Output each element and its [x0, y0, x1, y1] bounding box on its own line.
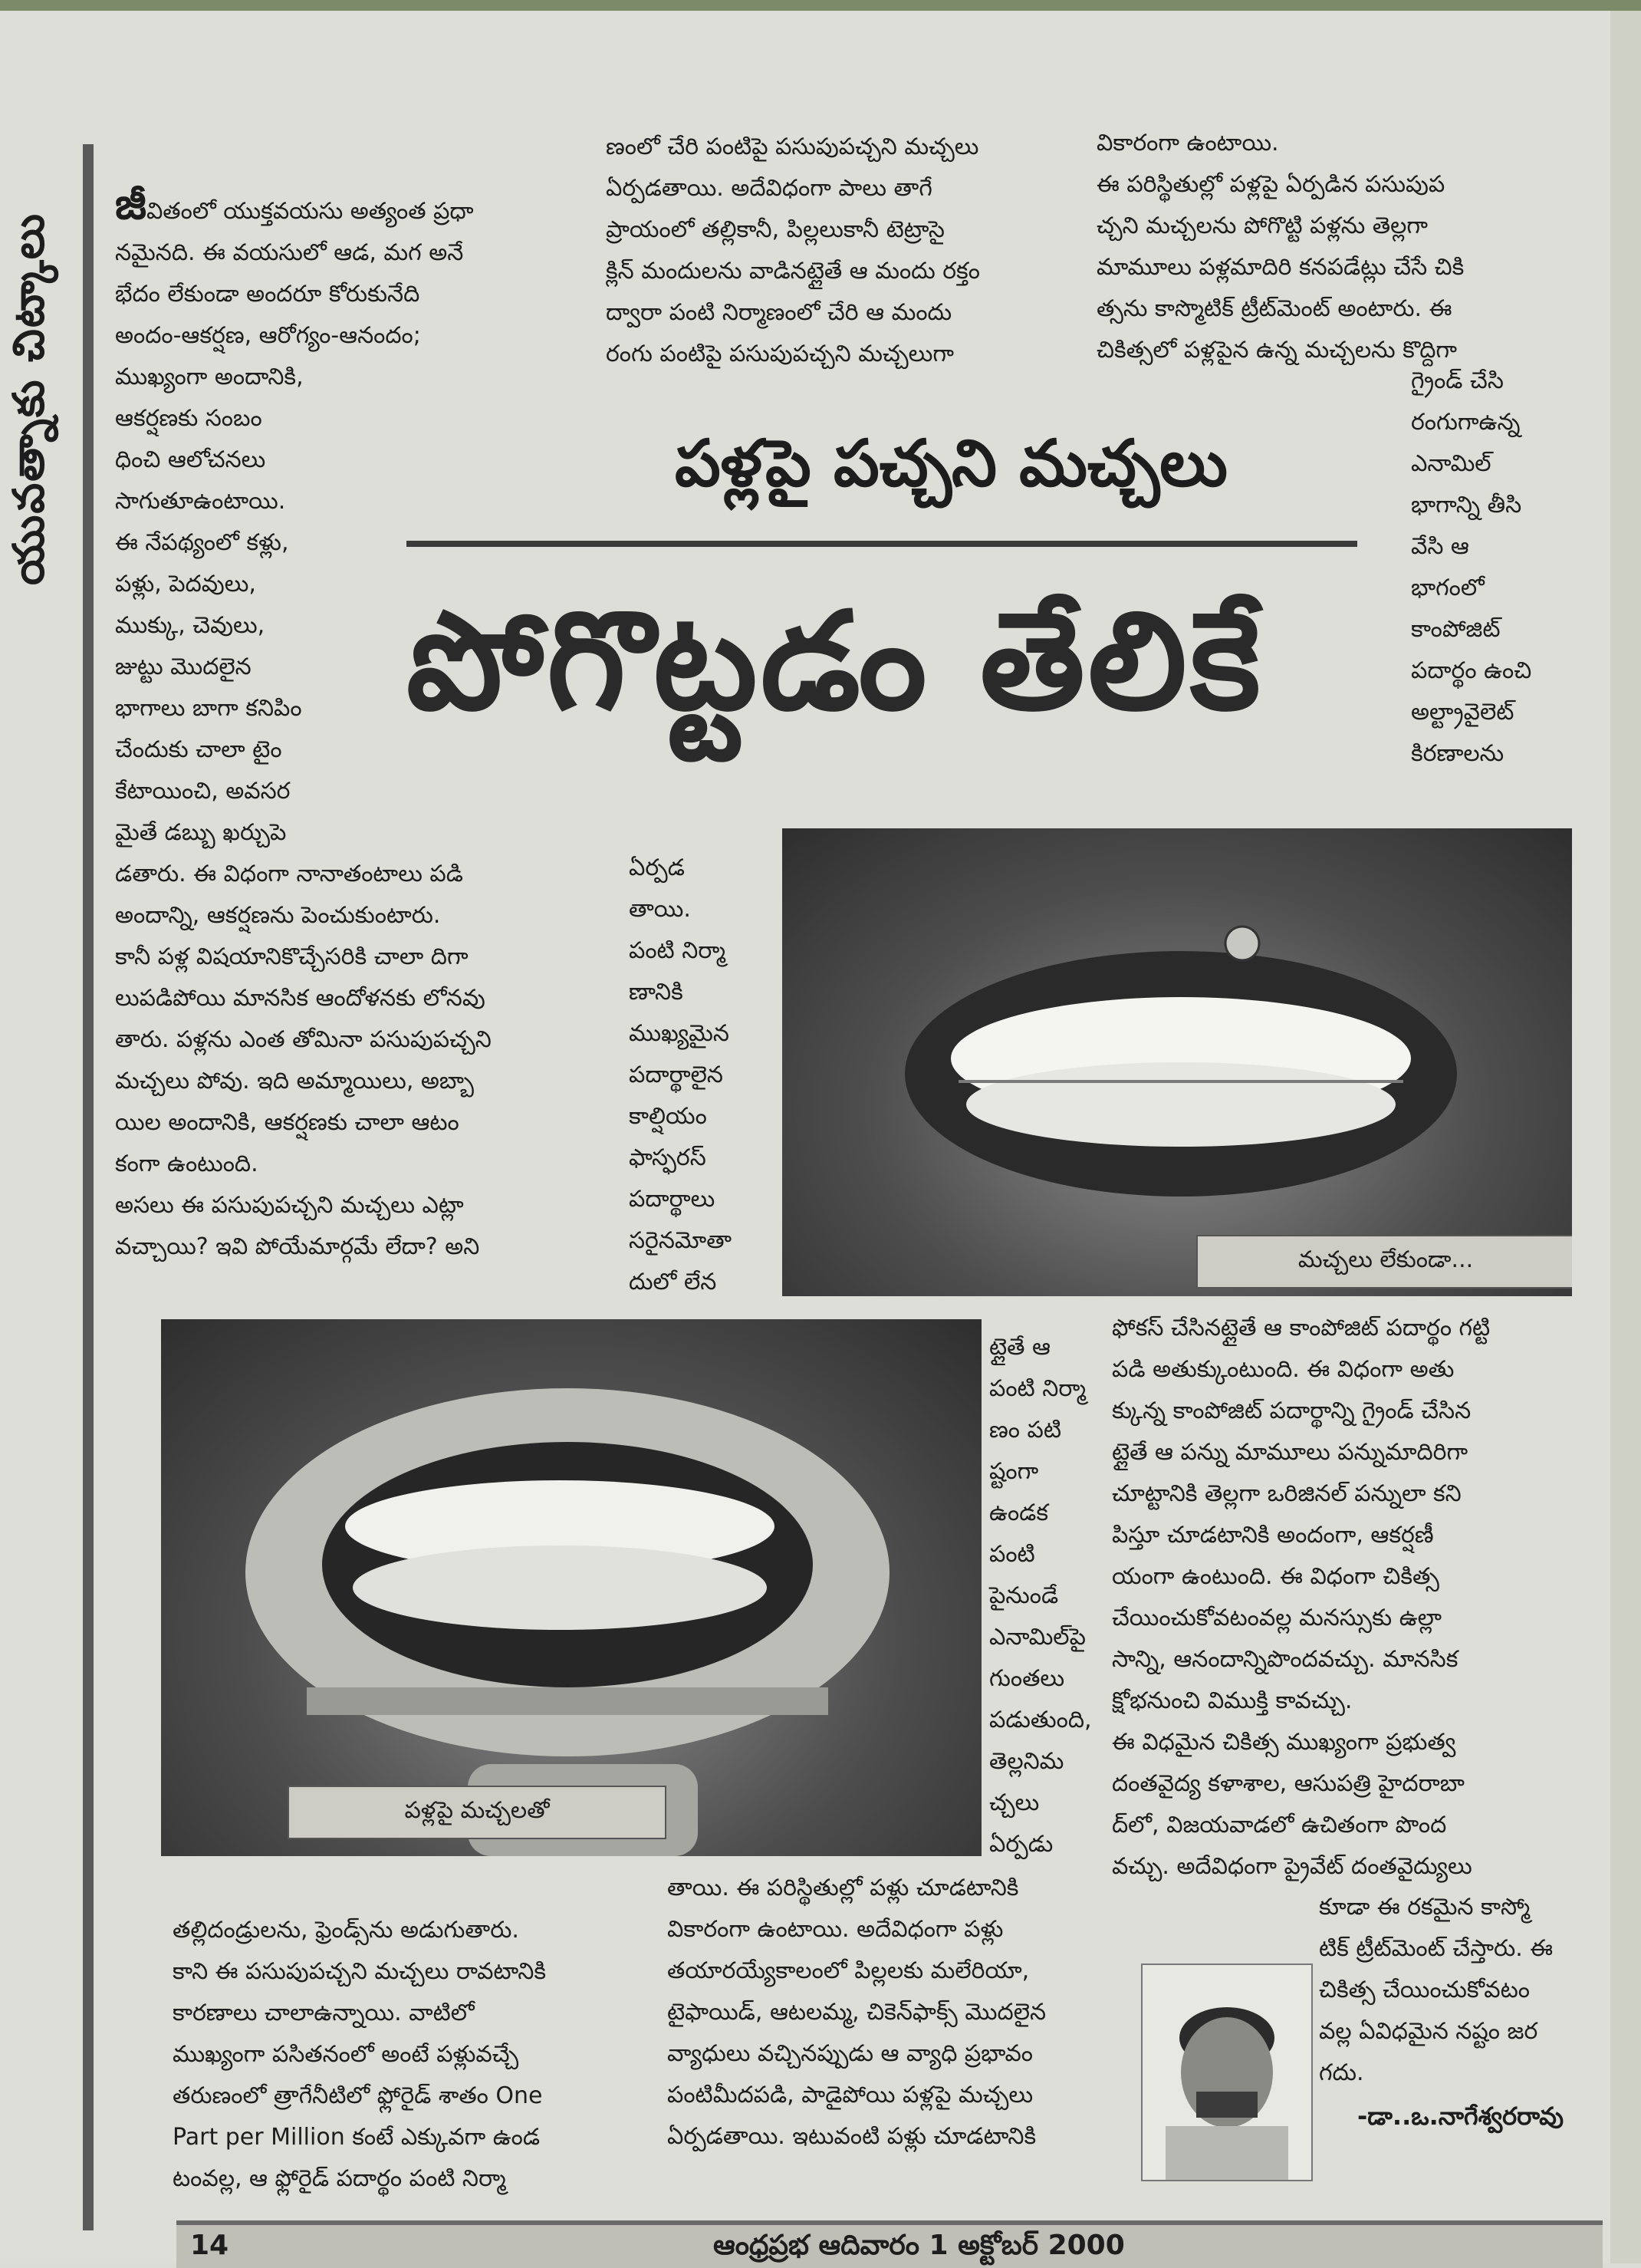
- line-text: తారు. పళ్లను ఎంత తోమినా పసుపుపచ్చని: [115, 1026, 492, 1053]
- text-line: పడి అతుక్కుంటుంది. ఈ విధంగా అతు: [1112, 1356, 1455, 1383]
- line-text: వచ్చాయి? ఇవి పోయేమార్గమే లేదా? అని: [115, 1233, 480, 1260]
- line-text: భేదం లేకుండా అందరూ కోరుకునేది: [115, 281, 420, 308]
- text-line: క్లిన్ మందులను వాడినట్లైతే ఆ మందు రక్తం: [606, 258, 980, 285]
- byline: -డా..ఒ.నాగేశ్వరరావు: [1357, 2102, 1564, 2131]
- text-line: క్షోభనుంచి విముక్తి కావచ్చు.: [1112, 1687, 1353, 1714]
- text-line: త్సను కాస్మొటిక్ ట్రీట్‌మెంట్ అంటారు. ఈ: [1097, 295, 1452, 322]
- text-line: ఈ పరిస్థితుల్లో పళ్లపై ఏర్పడిన పసుపుప: [1097, 171, 1445, 198]
- text-line: సాన్ని, ఆనందాన్నిపొందవచ్చు. మానసిక: [1112, 1646, 1458, 1673]
- headline-main: పోగొట్టడం తేలికే: [406, 583, 1264, 740]
- line-text: చేందుకు చాలా టైం: [115, 736, 282, 763]
- line-text: నమైనది. ఈ వయసులో ఆడ, మగ అనే: [115, 239, 464, 266]
- text-line: యంగా ఉంటుంది. ఈ విధంగా చికిత్స: [1112, 1563, 1439, 1590]
- text-line: పదార్థాలు: [629, 1186, 715, 1213]
- text-line: టిక్ ట్రీట్‌మెంట్ చేస్తారు. ఈ: [1319, 1935, 1554, 1962]
- line-text: ముఖ్యంగా అందానికి,: [115, 364, 304, 390]
- text-line: ఈ విధమైన చికిత్స ముఖ్యంగా ప్రభుత్వ: [1112, 1729, 1456, 1756]
- drop-cap: జీ: [115, 179, 146, 229]
- text-line: పంటి నిర్మా: [629, 937, 726, 964]
- headline-kicker: పళ్లపై పచ్చని మచ్చలు: [675, 426, 1228, 501]
- text-line: ప్రాయంలో తల్లికానీ, పిల్లలుకానీ టెట్రాసై: [606, 216, 945, 243]
- column-3-bottom: [1112, 1308, 1603, 1888]
- text-line: దంతవైద్య కళాశాల, ఆసుపత్రి హైదరాబా: [1112, 1770, 1465, 1797]
- text-line: ఎనామిల్: [1411, 450, 1491, 477]
- text-line: [115, 936, 621, 978]
- text-line: ఏర్పడు: [989, 1831, 1054, 1858]
- text-line: పడుతుంది,: [989, 1707, 1092, 1733]
- text-line: వికారంగా ఉంటాయి.: [1097, 130, 1279, 156]
- text-line: [115, 1226, 621, 1268]
- text-line: ణంలో చేరి పంటిపై పసుపుపచ్చని మచ్చలు: [606, 133, 979, 160]
- column-mid-narrow: [629, 848, 782, 1303]
- text-line: పైనుండే: [989, 1582, 1059, 1609]
- text-line: చూట్టానికి తెల్లగా ఒరిజినల్ పన్నులా కని: [1112, 1480, 1462, 1507]
- text-line: సరైనమోతా: [629, 1227, 732, 1254]
- line-text: జుట్టు మొదలైన: [115, 653, 252, 680]
- text-line: పంటి నిర్మా: [989, 1375, 1087, 1402]
- text-line: తయారయ్యేకాలంలో పిల్లలకు మలేరియా,: [667, 1957, 1030, 1984]
- author-portrait-art: [1143, 1965, 1311, 2180]
- line-text: సాగుతూఉంటాయి.: [115, 488, 286, 515]
- author-portrait: [1141, 1964, 1313, 2181]
- line-text: పళ్లు, పెదవులు,: [115, 571, 256, 597]
- photo-teeth-clean: [782, 828, 1572, 1296]
- line-text: అసలు ఈ పసుపుపచ్చని మచ్చలు ఎట్లా: [115, 1192, 464, 1219]
- line-text: కానీ పళ్ల విషయానికొచ్చేసరికి చాలా దిగా: [115, 943, 469, 970]
- line-text: కేటాయించి, అవసర: [115, 778, 291, 805]
- line-text: డతారు. ఈ విధంగా నానాతంటాలు పడి: [115, 861, 463, 887]
- text-line: [115, 978, 621, 1019]
- text-line: తల్లిదండ్రులను, ఫ్రెండ్స్‌ను అడుగుతారు.: [173, 1917, 519, 1944]
- dateline: ఆంధ్రప్రభ ఆదివారం 1 అక్టోబర్ 2000: [713, 2230, 1125, 2261]
- text-line: తరుణంలో త్రాగేనీటిలో ఫ్లోరైడ్ శాతం One: [173, 2082, 543, 2109]
- text-line: ఫాస్ఫరస్: [629, 1144, 706, 1171]
- text-line: కూడా ఈ రకమైన కాస్మో: [1319, 1894, 1531, 1921]
- section-label: [0, 130, 69, 667]
- text-line: [115, 232, 621, 274]
- text-line: కాని ఈ పసుపుపచ్చని మచ్చలు రావటానికి: [173, 1958, 547, 1985]
- headline-rule: [406, 541, 1357, 547]
- line-text: ఆకర్షణకు సంబం: [115, 405, 262, 432]
- text-line: పదార్థాలైన: [629, 1062, 723, 1088]
- text-line: చేయించుకోవటంవల్ల మనస్సుకు ఉల్లా: [1112, 1605, 1442, 1631]
- text-line: వచ్చు. అదేవిధంగా ప్రైవేట్ దంతవైద్యులు: [1112, 1853, 1472, 1880]
- text-line: ఫోకస్ చేసినట్లైతే ఆ కాంపోజిట్ పదార్థం గట్టి: [1112, 1315, 1491, 1341]
- page-edge: [1610, 0, 1641, 2263]
- text-line: పంటి: [989, 1541, 1035, 1568]
- text-line: మామూలు పళ్లమాదిరి కనపడేట్లు చేసే చికి: [1097, 254, 1465, 281]
- line-text: మచ్చలు పోవు. ఇది అమ్మాయిలు, అబ్బా: [115, 1068, 475, 1094]
- text-line: కాల్షియం: [629, 1103, 707, 1130]
- text-line: [115, 398, 621, 439]
- text-line: తెల్లనిమ: [989, 1748, 1064, 1775]
- column-3-top: [1097, 123, 1557, 371]
- text-line: ఏర్పడతాయి. ఇటువంటి పళ్లు చూడటానికి: [667, 2123, 1037, 2150]
- text-line: అల్ట్రావైలెట్: [1411, 699, 1514, 726]
- text-line: కిరణాలను: [1411, 740, 1505, 767]
- text-line: భాగాన్ని తీసి: [1411, 492, 1522, 518]
- text-line: [115, 439, 621, 481]
- text-line: వ్యాధులు వచ్చినప్పుడు ఆ వ్యాధి ప్రభావం: [667, 2040, 1034, 2067]
- text-line: [115, 854, 621, 895]
- line-text: ముక్కు, చెవులు,: [115, 612, 265, 639]
- text-line: ఏర్పడ: [629, 854, 685, 881]
- text-line: [115, 1019, 621, 1061]
- text-line: చ్చలు: [989, 1789, 1040, 1816]
- text-line: కారణాలు చాలాఉన్నాయి. వాటిలో: [173, 2000, 475, 2026]
- line-text: యిల అందానికి, ఆకర్షణకు చాలా ఆటం: [115, 1109, 459, 1136]
- text-line: చికిత్సలో పళ్లపైన ఉన్న మచ్చలను కొద్దిగా: [1097, 337, 1458, 364]
- vertical-rule: [83, 144, 94, 2230]
- text-line: వికారంగా ఉంటాయి. అదేవిధంగా పళ్లు: [667, 1916, 1004, 1943]
- photo-teeth-stained: [161, 1319, 982, 1856]
- text-line: [115, 179, 621, 232]
- column-1-bottom: [173, 1910, 648, 2200]
- line-text: అందాన్ని, ఆకర్షణను పెంచుకుంటారు.: [115, 902, 441, 929]
- text-line: ట్లైతే ఆ: [989, 1334, 1051, 1361]
- line-text: భాగాలు బాగా కనిపిం: [115, 695, 302, 722]
- text-line: కాంపోజిట్: [1411, 616, 1501, 643]
- text-line: ముఖ్యమైన: [629, 1020, 729, 1047]
- text-line: రంగుగాఉన్న: [1411, 409, 1521, 436]
- text-line: క్కున్న కాంపోజిట్ పదార్థాన్ని గ్రైండ్ చేసిన: [1112, 1397, 1472, 1424]
- text-line: గ్రైండ్ చేసి: [1411, 367, 1504, 394]
- text-line: ణం పటి: [989, 1417, 1062, 1443]
- text-line: ద్‌లో, విజయవాడలో ఉచితంగా పొంద: [1112, 1812, 1447, 1838]
- text-line: వల్ల ఏవిధమైన నష్టం జర: [1319, 2018, 1538, 2045]
- text-line: [115, 1144, 621, 1185]
- top-strip: [0, 0, 1641, 11]
- line-text: లుపడిపోయి మానసిక ఆందోళనకు లోనవు: [115, 985, 485, 1012]
- line-text: మైతే డబ్బు ఖర్చుపె: [115, 819, 287, 846]
- text-line: టైఫాయిడ్, ఆటలమ్మ, చికెన్‌ఫాక్స్ మొదలైన: [667, 1999, 1047, 2026]
- text-line: ఏర్పడతాయి. అదేవిధంగా పాలు తాగే: [606, 175, 932, 202]
- photo-teeth-clean-art: [782, 828, 1572, 1296]
- text-line: వేసి ఆ: [1411, 533, 1469, 560]
- text-line: ట్లైతే ఆ పన్ను మామూలు పన్నుమాదిరిగా: [1112, 1439, 1468, 1466]
- text-line: రంగు పంటిపై పసుపుపచ్చని మచ్చలుగా: [606, 341, 954, 367]
- text-line: పదార్థం ఉంచి: [1411, 657, 1532, 684]
- text-line: ష్టంగా: [989, 1458, 1039, 1485]
- text-line: [115, 481, 621, 522]
- text-line: దులో లేన: [629, 1269, 717, 1295]
- column-3-last: [1319, 1887, 1610, 2094]
- column-2-bottom: [667, 1868, 1127, 2158]
- text-line: చికిత్స చేయించుకోవటం: [1319, 1977, 1530, 2003]
- text-line: తాయి.: [629, 896, 691, 923]
- text-line: గదు.: [1319, 2059, 1364, 2086]
- photo2-caption: పళ్లపై మచ్చలతో: [288, 1786, 666, 1839]
- text-line: [115, 357, 621, 398]
- line-text: వితంలో యుక్తవయసు అత్యంత ప్రధా: [146, 198, 474, 225]
- text-line: ఎనామిల్‌పై: [989, 1624, 1086, 1651]
- line-text: కంగా ఉంటుంది.: [115, 1150, 258, 1177]
- column-3-narrow: [1411, 360, 1587, 775]
- text-line: చ్చని మచ్చలను పోగొట్టి పళ్లను తెల్లగా: [1097, 212, 1428, 239]
- text-line: [115, 274, 621, 315]
- text-line: టంవల్ల, ఆ ఫ్లోరైడ్ పదార్థం పంటి నిర్మా: [173, 2165, 506, 2192]
- photo1-caption: మచ్చలు లేకుండా...: [1196, 1235, 1572, 1289]
- line-text: ధించి ఆలోచనలు: [115, 446, 266, 473]
- line-text: అందం-ఆకర్షణ, ఆరోగ్యం-ఆనందం;: [115, 322, 421, 349]
- text-line: ముఖ్యంగా పసితనంలో అంటే పళ్లువచ్చే: [173, 2041, 519, 2068]
- text-line: [115, 1102, 621, 1144]
- text-line: [115, 1185, 621, 1226]
- text-line: ఉండక: [989, 1499, 1049, 1526]
- text-line: పిస్తూ చూడటానికి అందంగా, ఆకర్షణీ: [1112, 1522, 1434, 1549]
- section-label-text: యువత్నాకు చిట్కాలు: [4, 212, 54, 586]
- column-2-top: [606, 127, 1081, 375]
- page-number: 14: [190, 2230, 229, 2261]
- text-line: భాగంలో: [1411, 574, 1485, 601]
- text-line: పంటిమీదపడి, పాడైపోయి పళ్లపై మచ్చలు: [667, 2082, 1034, 2108]
- photo-teeth-stained-art: [161, 1319, 982, 1856]
- text-line: [115, 895, 621, 936]
- line-text: ఈ నేపథ్యంలో కళ్లు,: [115, 529, 289, 556]
- text-line: ద్వారా పంటి నిర్మాణంలో చేరి ఆ మందు: [606, 299, 952, 326]
- page-footer: [176, 2220, 1603, 2268]
- text-line: [115, 1061, 621, 1102]
- text-line: Part per Million కంటే ఎక్కువగా ఉండ: [173, 2124, 541, 2151]
- text-line: [115, 315, 621, 357]
- text-line: [115, 812, 621, 854]
- text-line: గుంతలు: [989, 1665, 1065, 1692]
- text-line: ణానికి: [629, 979, 683, 1006]
- text-line: తాయి. ఈ పరిస్థితుల్లో పళ్లు చూడటానికి: [667, 1875, 1019, 1901]
- text-line: [115, 771, 621, 812]
